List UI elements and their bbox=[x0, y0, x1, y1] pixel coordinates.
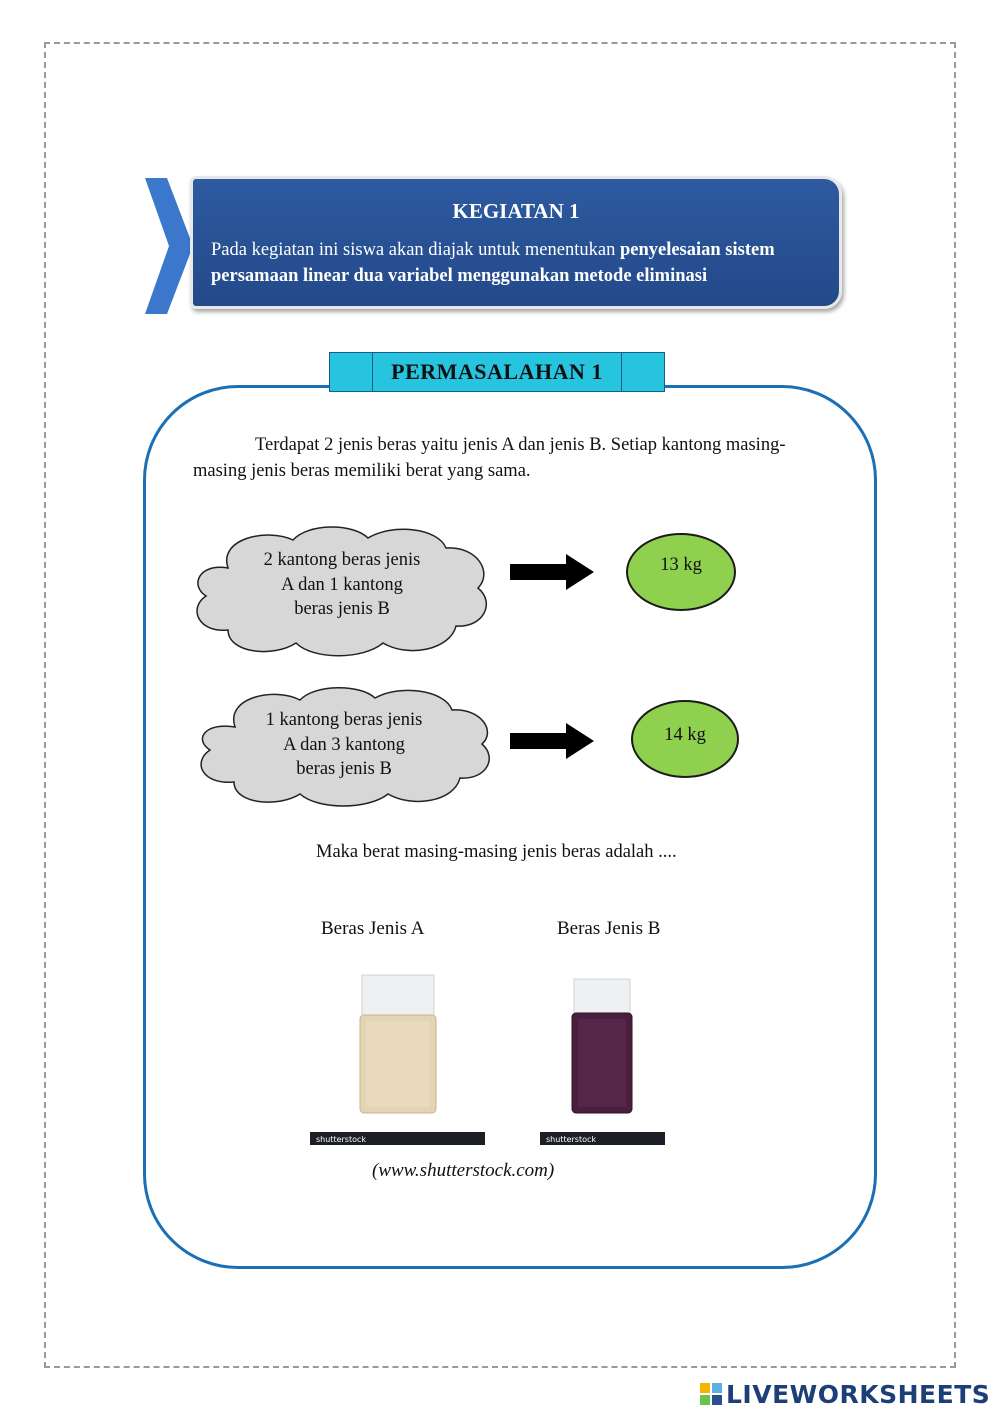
arrow-right-icon bbox=[510, 554, 594, 590]
svg-text:shutterstock: shutterstock bbox=[316, 1135, 367, 1144]
liveworksheets-icon bbox=[700, 1383, 722, 1405]
chevron-icon bbox=[143, 176, 195, 316]
problem-title: PERMASALAHAN 1 bbox=[372, 353, 622, 391]
problem-question: Maka berat masing-masing jenis beras adalah .... bbox=[316, 842, 677, 862]
rice-a-label: Beras Jenis A bbox=[321, 918, 425, 939]
liveworksheets-logo bbox=[700, 1378, 990, 1410]
svg-text:shutterstock: shutterstock bbox=[546, 1135, 597, 1144]
activity-description: Pada kegiatan ini siswa akan diajak untuk menentukan penyelesaian sistem persamaan linear dua variabel menggunakan metode eliminasi bbox=[211, 240, 775, 286]
rice-b-image bbox=[540, 955, 665, 1145]
problem-intro: Terdapat 2 jenis beras yaitu jenis A dan jenis B. Setiap kantong masing-masing jenis beras memiliki berat yang sama. bbox=[193, 435, 786, 481]
image-source: (www.shutterstock.com) bbox=[372, 1160, 555, 1181]
activity-title: KEGIATAN 1 bbox=[452, 199, 580, 223]
result-ellipse-2: 14 kg bbox=[631, 700, 739, 778]
result-ellipse-1: 13 kg bbox=[626, 533, 736, 611]
problem-title-tab bbox=[329, 352, 665, 392]
liveworksheets-brand: LIVEWORKSHEETS bbox=[726, 1379, 991, 1409]
activity-banner bbox=[190, 176, 842, 309]
arrow-right-icon bbox=[510, 723, 594, 759]
rice-a-image bbox=[310, 955, 485, 1145]
statement-cloud-1: 2 kantong beras jenis A dan 1 kantong beras jenis B bbox=[188, 518, 496, 660]
rice-b-label: Beras Jenis B bbox=[557, 918, 661, 939]
statement-cloud-2: 1 kantong beras jenis A dan 3 kantong beras jenis B bbox=[190, 682, 498, 810]
